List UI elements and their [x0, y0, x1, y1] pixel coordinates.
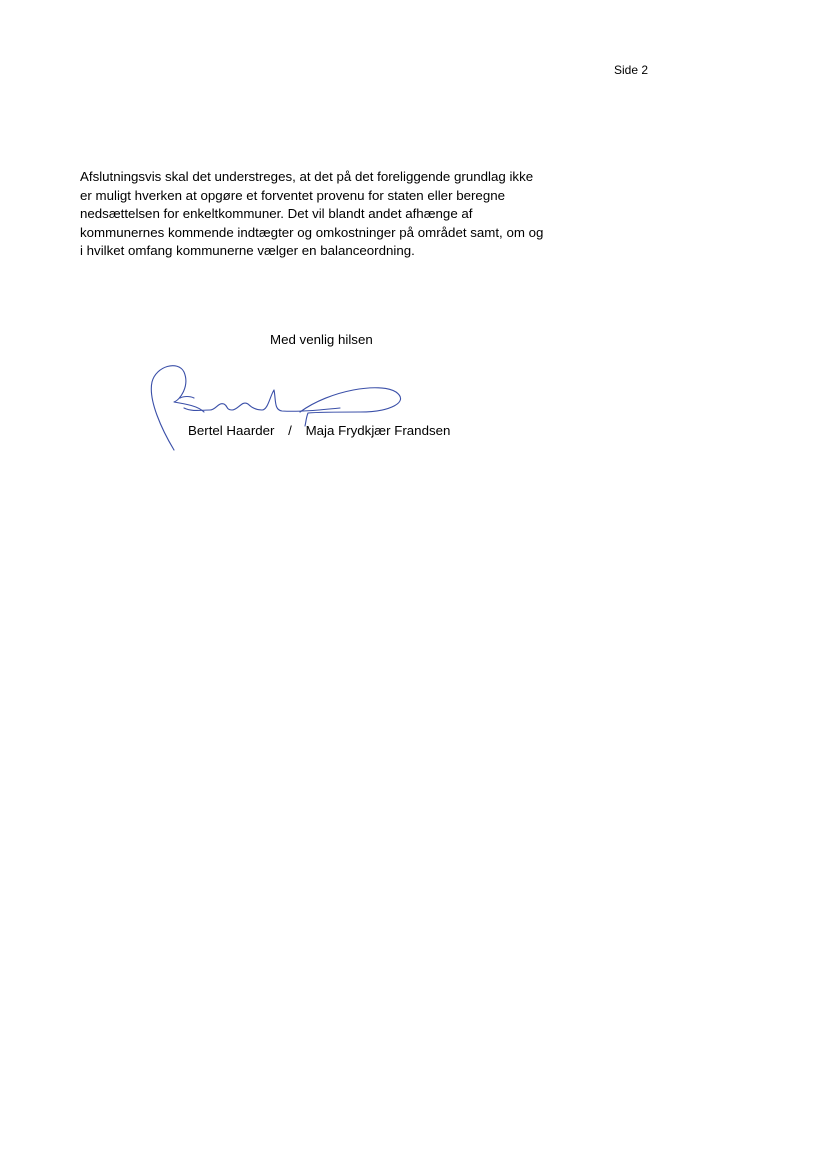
- page-number: Side 2: [614, 63, 649, 77]
- closing-greeting: Med venlig hilsen: [270, 332, 373, 347]
- body-line: kommunernes kommende indtægter og omkostninger på området samt, om og: [80, 224, 544, 240]
- body-line: er muligt hverken at opgøre et forventet provenu for staten eller beregne: [80, 187, 506, 203]
- signatory-2: Maja Frydkjær Frandsen: [305, 423, 451, 438]
- signatory-1: Bertel Haarder: [188, 423, 275, 438]
- signatory-separator: /: [288, 423, 292, 438]
- body-line: nedsættelsen for enkeltkommuner. Det vil blandt andet afhænge af: [80, 206, 473, 221]
- body-paragraph: [80, 168, 543, 261]
- body-line: i hvilket omfang kommunerne vælger en balanceordning.: [80, 243, 415, 258]
- handwritten-signature: [140, 360, 420, 460]
- signatories: [188, 422, 450, 440]
- body-line: Afslutningsvis skal det understreges, at det på det foreliggende grundlag ikke: [80, 169, 534, 184]
